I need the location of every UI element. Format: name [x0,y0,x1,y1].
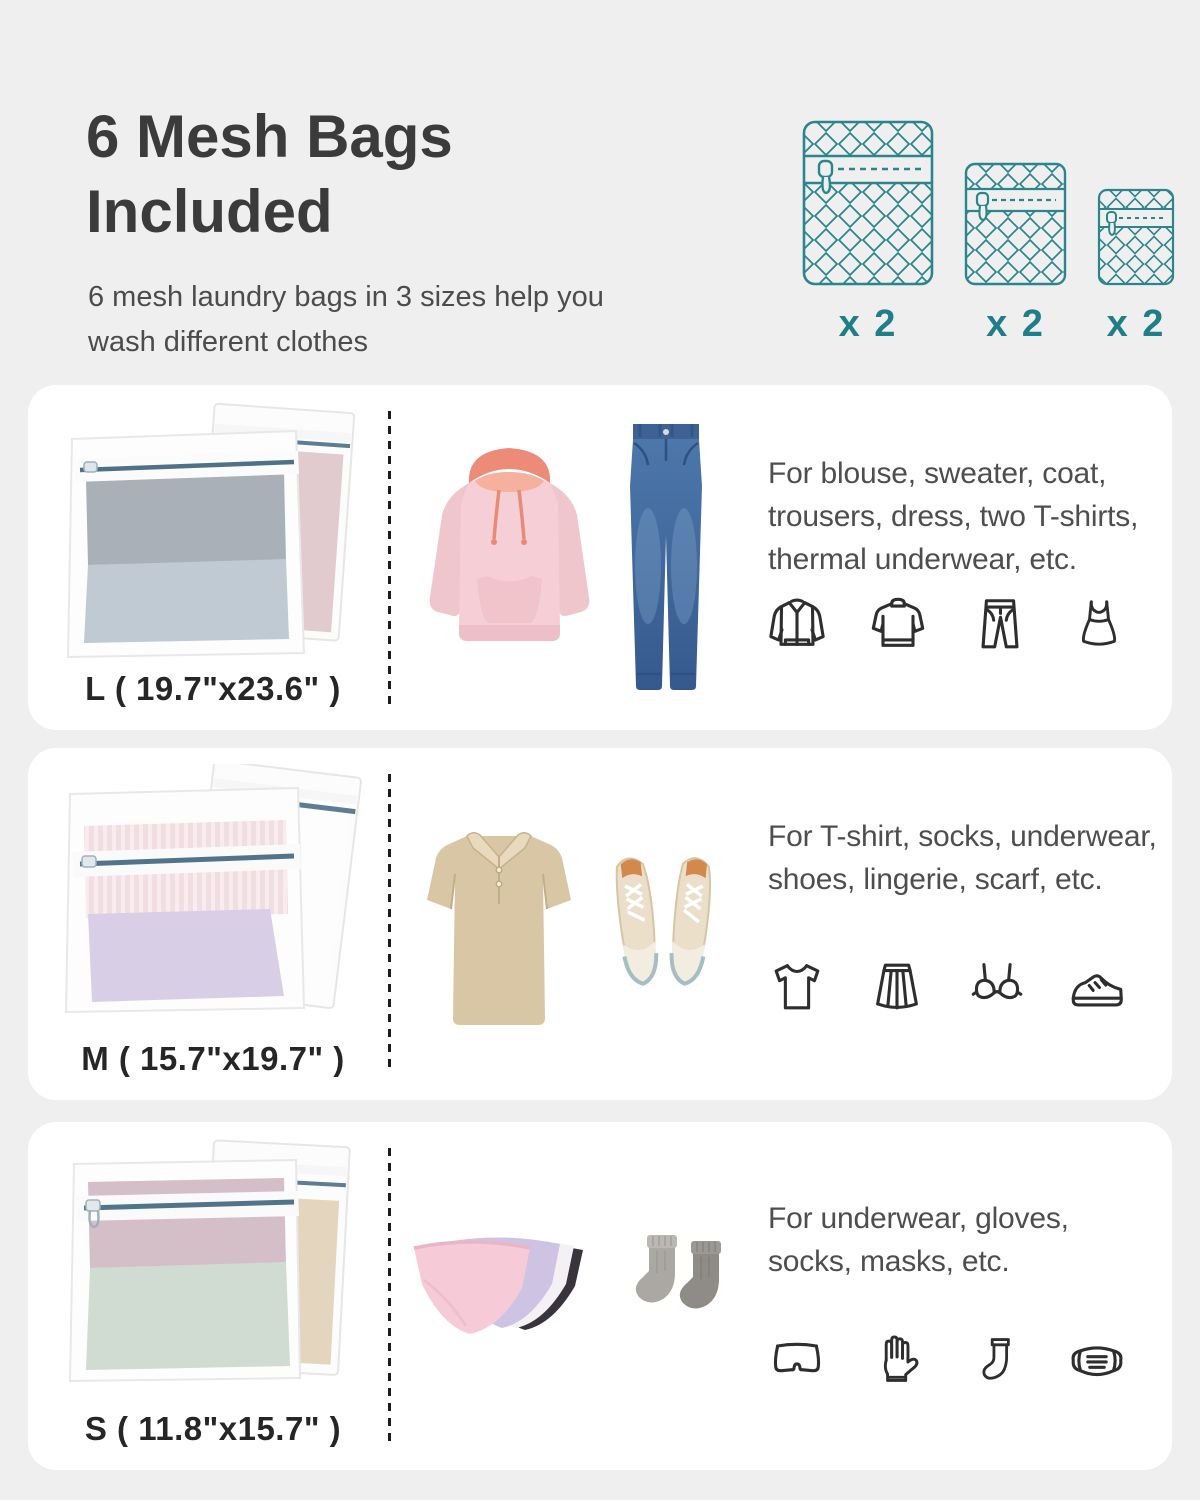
garment-icons-small [766,1330,1128,1392]
size-card-medium [28,748,1172,1100]
mesh-bags-photo-small [58,1138,368,1391]
medium-bag-count: x 2 [986,303,1045,345]
large-bag-count: x 2 [838,303,898,345]
size-label-small: S ( 11.8"x15.7" ) [84,1410,342,1447]
polo-shirt-photo [413,812,585,1037]
mesh-bags-photo-large [58,401,368,668]
card-description-medium: For T-shirt, socks, underwear, shoes, lingerie, scarf, etc. [768,820,1157,896]
skirt-icon [866,956,928,1018]
sneakers-photo [605,843,723,1006]
underwear-stack-photo [402,1224,597,1369]
card-description-large: For blouse, sweater, coat, trousers, dress, two T-shirts, thermal underwear, etc. [768,457,1139,576]
garment-icons-medium [766,956,1128,1018]
dress-icon [1070,593,1128,655]
dashed-divider [388,774,391,1074]
clothes-photo-small [406,1138,730,1454]
clothes-photo-medium [406,764,730,1084]
mesh-bag-large-icon [802,120,934,291]
small-bag-count: x 2 [1106,303,1166,345]
size-card-large [28,385,1172,730]
dashed-divider [388,1148,391,1444]
bra-icon [966,956,1028,1018]
page-title: 6 Mesh Bags Included [86,103,453,245]
sweater-icon [867,593,929,655]
trousers-icon [969,593,1031,655]
medium-bag-illustration [964,162,1067,346]
sock-icon [969,1330,1025,1392]
card-description-small: For underwear, gloves, socks, masks, etc. [768,1202,1069,1278]
mesh-bags-photo-medium [58,764,368,1021]
socks-photo [619,1227,735,1366]
sneaker-icon [1066,956,1128,1018]
garment-icons-large [766,593,1128,655]
size-label-medium: M ( 15.7"x19.7" ) [81,1040,345,1077]
small-bag-illustration [1097,188,1175,346]
glove-icon [869,1330,927,1392]
bag-size-illustrations [802,120,1175,346]
size-label-large: L ( 19.7"x23.6" ) [85,670,341,707]
clothes-photo-large [406,401,730,714]
dashed-divider [388,411,391,704]
large-bag-illustration [802,120,934,346]
mesh-bag-medium-icon [964,162,1067,291]
hoodie-photo [417,439,602,676]
jacket-icon [766,593,828,655]
mask-icon [1066,1330,1128,1392]
jeans-photo [612,416,720,699]
t-shirt-icon [766,956,828,1018]
mesh-bag-small-icon [1097,188,1175,291]
page-subtitle: 6 mesh laundry bags in 3 sizes help you wash different clothes [88,281,604,358]
size-card-small [28,1122,1172,1470]
underwear-icon [766,1330,828,1392]
